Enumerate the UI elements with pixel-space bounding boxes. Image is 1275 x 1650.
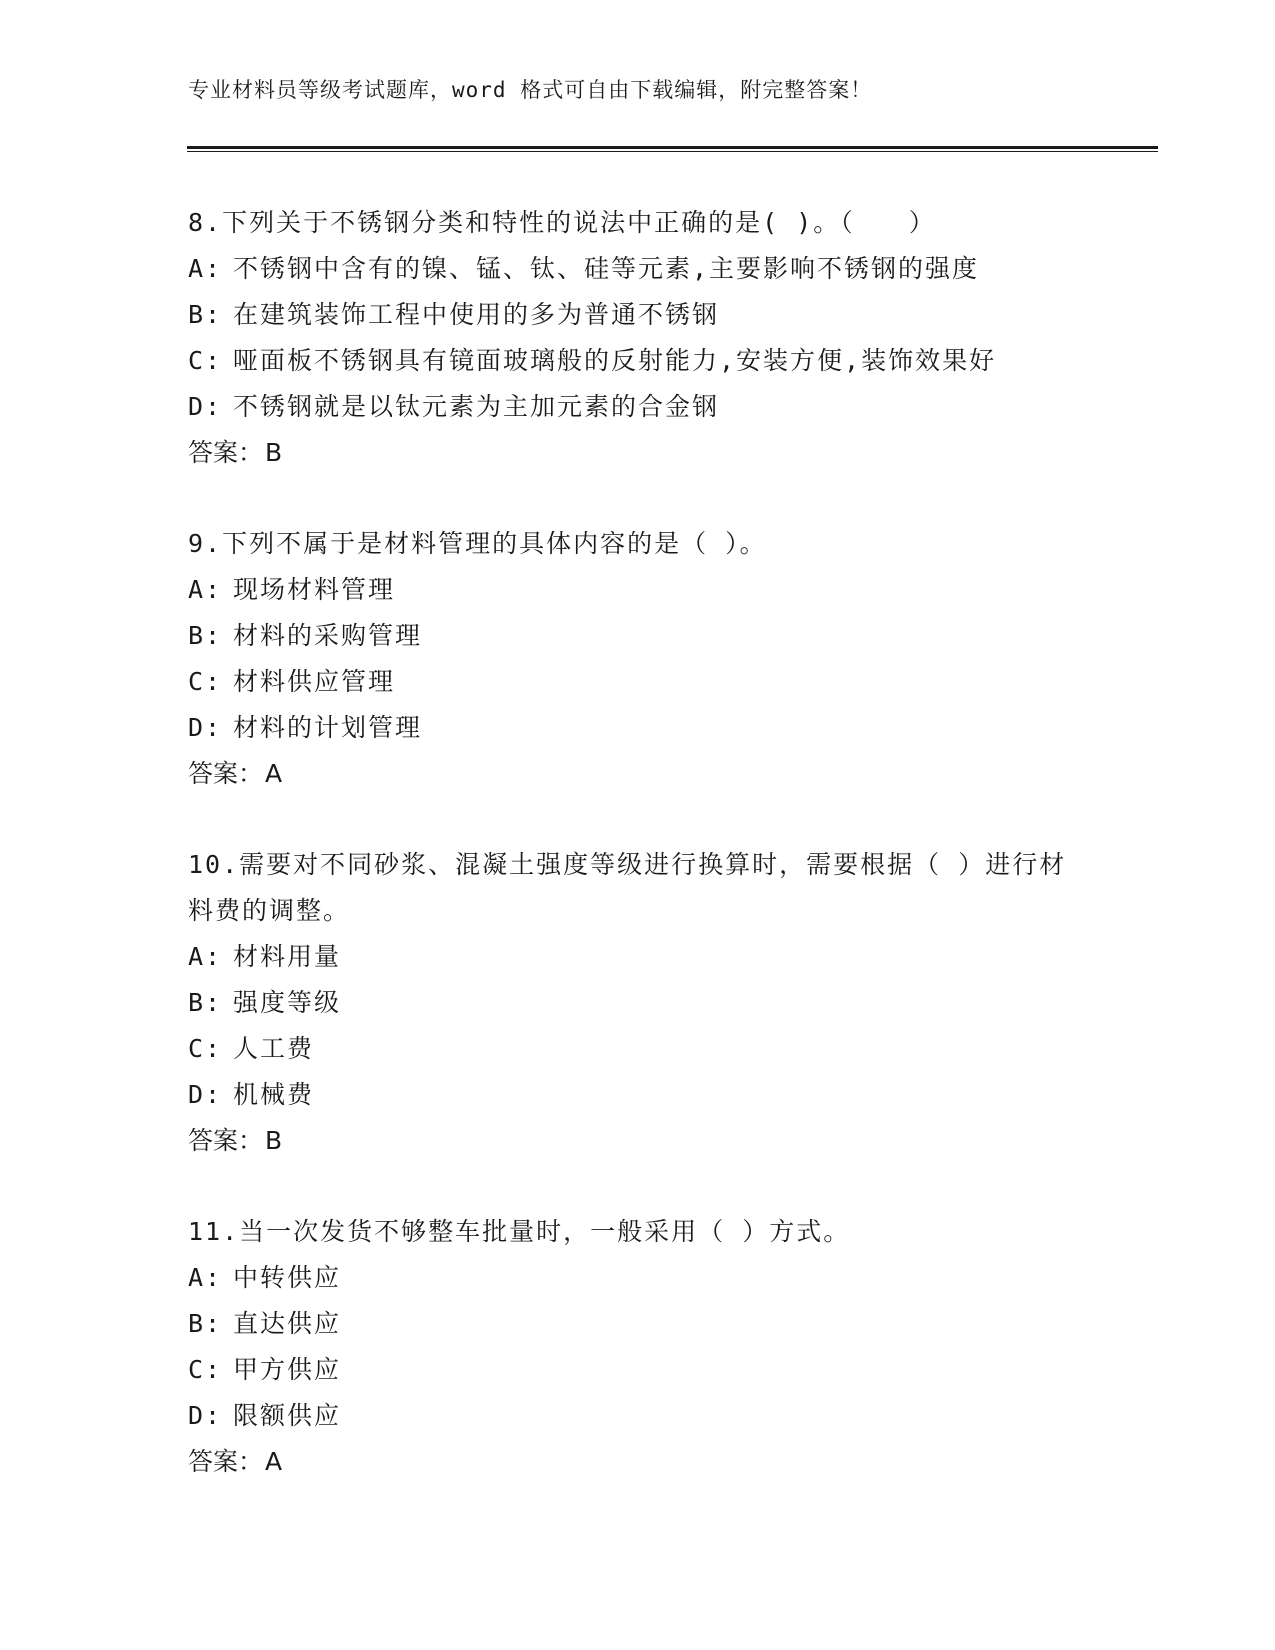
question-text: 11.当一次发货不够整车批量时，一般采用（ ）方式。: [188, 1217, 851, 1246]
option-text: 现场材料管理: [233, 575, 396, 604]
option-a: [188, 567, 1088, 613]
answer-value: A: [265, 759, 283, 788]
option-b: [188, 292, 1088, 338]
question-list: [188, 200, 1088, 1530]
option-letter: D:: [188, 1401, 223, 1430]
option-text: 不锈钢就是以钛元素为主加元素的合金钢: [233, 392, 720, 421]
option-text: 限额供应: [233, 1401, 342, 1430]
option-d: [188, 1393, 1088, 1439]
option-d: [188, 705, 1088, 751]
option-letter: D:: [188, 392, 223, 421]
option-d: [188, 1072, 1088, 1118]
option-a: [188, 934, 1088, 980]
option-c: [188, 1026, 1088, 1072]
option-a: [188, 1255, 1088, 1301]
answer-value: B: [265, 438, 283, 467]
option-c: [188, 338, 1088, 384]
option-c: [188, 1347, 1088, 1393]
option-text: 材料用量: [233, 942, 342, 971]
option-letter: B:: [188, 1309, 223, 1338]
option-text: 材料的计划管理: [233, 713, 423, 742]
question-8: [188, 200, 1088, 476]
answer-line: [188, 1439, 1088, 1485]
question-text: 8.下列关于不锈钢分类和特性的说法中正确的是( )。（ ）: [188, 208, 936, 237]
option-letter: B:: [188, 621, 223, 650]
option-letter: C:: [188, 667, 223, 696]
option-b: [188, 980, 1088, 1026]
option-b: [188, 613, 1088, 659]
option-text: 人工费: [233, 1034, 315, 1063]
question-9: [188, 521, 1088, 797]
answer-label: 答案：: [188, 759, 264, 788]
option-letter: A:: [188, 575, 223, 604]
answer-line: [188, 1118, 1088, 1164]
option-d: [188, 384, 1088, 430]
option-letter: D:: [188, 1080, 223, 1109]
option-letter: A:: [188, 1263, 223, 1292]
answer-line: [188, 430, 1088, 476]
option-b: [188, 1301, 1088, 1347]
answer-value: B: [265, 1126, 283, 1155]
option-text: 哑面板不锈钢具有镜面玻璃般的反射能力,安装方便,装饰效果好: [233, 346, 997, 375]
option-text: 不锈钢中含有的镍、锰、钛、硅等元素,主要影响不锈钢的强度: [233, 254, 980, 283]
header-rule-thick: [187, 146, 1158, 149]
option-letter: B:: [188, 300, 223, 329]
option-letter: A:: [188, 254, 223, 283]
option-letter: C:: [188, 1034, 223, 1063]
option-text: 中转供应: [233, 1263, 342, 1292]
option-a: [188, 246, 1088, 292]
option-c: [188, 659, 1088, 705]
option-text: 机械费: [233, 1080, 315, 1109]
page-header: 专业材料员等级考试题库，word 格式可自由下载编辑，附完整答案！: [188, 78, 873, 102]
option-text: 强度等级: [233, 988, 342, 1017]
question-text: 9.下列不属于是材料管理的具体内容的是（ ）。: [188, 529, 767, 558]
option-text: 直达供应: [233, 1309, 342, 1338]
answer-value: A: [265, 1447, 283, 1476]
option-letter: B:: [188, 988, 223, 1017]
answer-label: 答案：: [188, 1126, 264, 1155]
answer-line: [188, 751, 1088, 797]
option-text: 甲方供应: [233, 1355, 342, 1384]
option-letter: C:: [188, 1355, 223, 1384]
option-letter: C:: [188, 346, 223, 375]
option-letter: A:: [188, 942, 223, 971]
answer-label: 答案：: [188, 1447, 264, 1476]
option-letter: D:: [188, 713, 223, 742]
option-text: 在建筑装饰工程中使用的多为普通不锈钢: [233, 300, 720, 329]
header-rule-thin: [187, 151, 1158, 152]
option-text: 材料的采购管理: [233, 621, 423, 650]
option-text: 材料供应管理: [233, 667, 396, 696]
question-11: [188, 1209, 1088, 1485]
answer-label: 答案：: [188, 438, 264, 467]
question-text: 10.需要对不同砂浆、混凝土强度等级进行换算时，需要根据（ ）进行材料费的调整。: [188, 850, 1067, 925]
question-10: [188, 842, 1088, 1164]
